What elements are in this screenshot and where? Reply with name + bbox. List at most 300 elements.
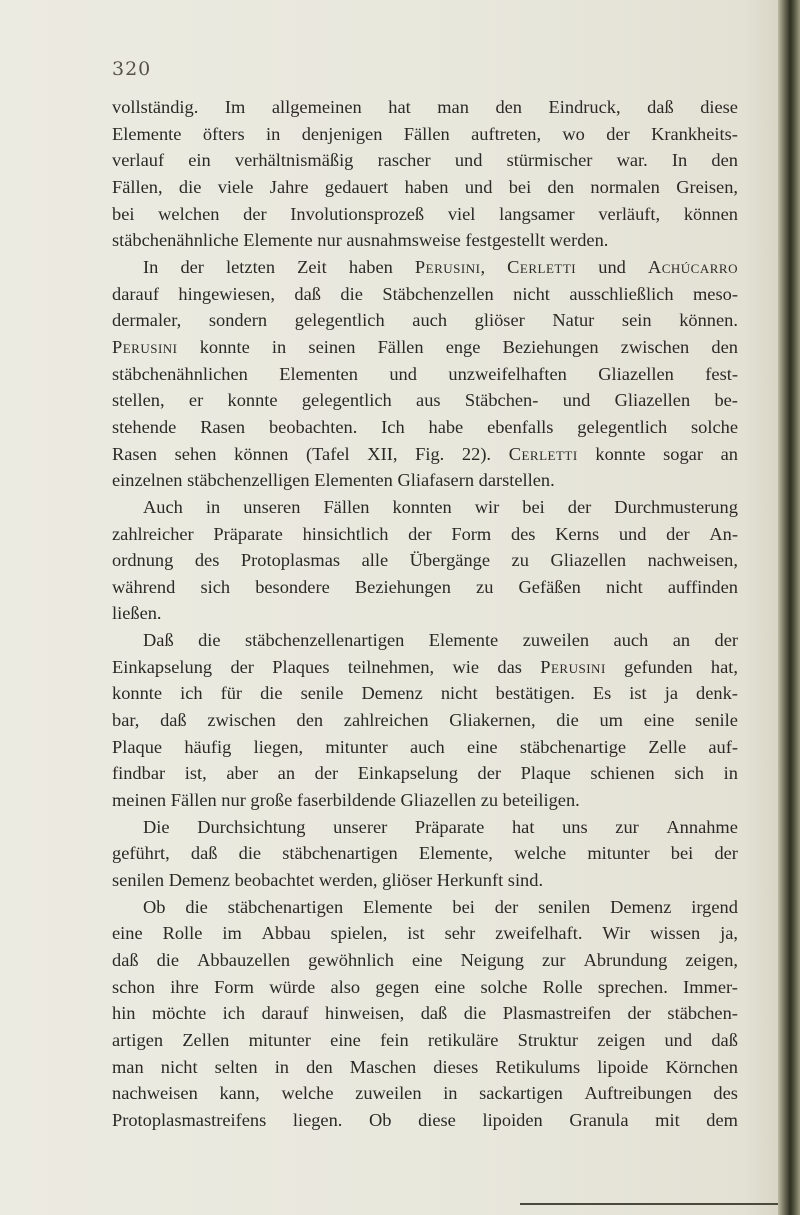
word: ausnahmsweise [346, 230, 461, 251]
word: sind. [507, 870, 544, 891]
word: eine [112, 923, 143, 944]
word: welche [281, 1083, 334, 1104]
word: hat, [710, 656, 738, 677]
word: nur [221, 790, 246, 811]
text-line [112, 680, 738, 707]
word: eine [411, 950, 443, 970]
word: nicht [513, 283, 550, 304]
word: Ob [143, 896, 166, 917]
word: eine [643, 710, 675, 731]
word: alle [361, 550, 389, 571]
word: uns [562, 816, 588, 837]
word: Es [592, 683, 612, 704]
word: daß [112, 950, 139, 970]
word: auch [409, 736, 445, 757]
word: konnte [227, 390, 278, 411]
word: gliöser [382, 870, 433, 891]
author-name: Achúcarro [647, 256, 738, 277]
word: und [389, 363, 417, 384]
word: wo [562, 123, 585, 144]
word: gelegentlich [294, 310, 385, 331]
word: der [314, 763, 339, 784]
word: Im [224, 97, 246, 117]
text-line [112, 121, 738, 148]
word: eine [330, 1029, 361, 1050]
word: spielen, [330, 923, 388, 944]
word: Granula [569, 1109, 629, 1130]
word: Gliazellen [550, 550, 627, 571]
word: in [274, 1056, 289, 1077]
word: ein [188, 150, 211, 171]
text-line [112, 281, 738, 308]
word: dermaler, [112, 310, 182, 331]
word: Stäbchen- [464, 390, 539, 411]
word: be- [714, 390, 738, 411]
word: einzelnen [112, 470, 183, 491]
word: können [683, 203, 738, 224]
word: Elemente, [418, 843, 493, 864]
word: Elementen [314, 470, 393, 491]
word: stäbchenzellenartigen [245, 630, 405, 651]
word: habe [428, 416, 464, 437]
text-line [112, 600, 738, 627]
word: gelegentlich [577, 416, 668, 437]
word: retikuläre [427, 1029, 499, 1050]
word: Fig. [415, 443, 445, 464]
word: werden, [318, 870, 378, 891]
word: selten [214, 1056, 258, 1077]
word: schienen [590, 763, 655, 784]
word: denjenigen [301, 123, 383, 144]
word: gedauert [324, 176, 389, 197]
text-line [112, 654, 738, 681]
word: Demenz [610, 896, 672, 917]
text-line [112, 867, 738, 894]
word: XII, [367, 443, 398, 464]
text-line [112, 707, 738, 734]
word: daß [647, 97, 674, 117]
word: in [271, 336, 287, 357]
word: Perusini, [414, 256, 486, 277]
word: besondere [255, 576, 330, 597]
author-name: Cerletti [508, 443, 578, 464]
word: zwischen [207, 710, 276, 731]
word: sondern [208, 310, 268, 331]
word: rascher [377, 150, 431, 171]
word: meinen [112, 790, 167, 811]
word: ihre [170, 976, 199, 997]
word [509, 441, 578, 468]
word: daß [294, 283, 321, 304]
word: der [606, 123, 630, 144]
word: die [260, 683, 283, 704]
word: die [156, 950, 180, 970]
word: Protoplasmastreifens [112, 1109, 267, 1130]
word: daß [160, 710, 187, 731]
word: ja [664, 683, 678, 704]
word: bestätigen. [495, 683, 575, 704]
text-line [112, 441, 738, 468]
word: auffinden [667, 576, 738, 597]
word: zwischen [620, 336, 690, 357]
word: und [664, 1029, 693, 1050]
word: hin [112, 1003, 136, 1024]
author-name: Cerletti [507, 256, 577, 277]
word: den [306, 1056, 333, 1077]
word: liegen, [253, 736, 304, 757]
word: meso- [693, 283, 738, 304]
word: er [188, 390, 204, 411]
word: die [238, 843, 262, 864]
word: nachweisen, [647, 550, 738, 571]
word [540, 654, 606, 681]
text-line [112, 147, 738, 174]
word: nicht [605, 576, 643, 597]
word: haben [404, 176, 449, 197]
word: nachweisen [112, 1083, 198, 1104]
word: Zeit [297, 256, 327, 277]
word: stäbchenähnliche [112, 230, 239, 251]
word: Fällen [323, 496, 370, 517]
word: hinweisen, [325, 1003, 405, 1024]
word: Fällen [403, 123, 450, 144]
word: Stäbchenzellen [382, 283, 494, 304]
text-line [112, 1080, 738, 1107]
author-name: Perusini [414, 256, 481, 277]
word: unserer [333, 816, 388, 837]
word: man [437, 97, 469, 117]
word: Auch [143, 496, 183, 517]
word: zu [476, 576, 494, 597]
word: dem [706, 1109, 738, 1130]
word: bei [112, 203, 135, 224]
word: ist [629, 683, 647, 704]
word: zur [542, 950, 566, 970]
text-line [112, 467, 738, 494]
word: die [185, 896, 208, 917]
word: sein [621, 310, 652, 331]
word: ließen. [112, 603, 162, 624]
word: diese [418, 1109, 456, 1130]
word: Wir [602, 923, 631, 944]
word: fest- [705, 363, 738, 384]
word: Form [451, 523, 492, 544]
word: senile [695, 710, 738, 731]
word: Krankheits- [651, 123, 738, 144]
word: sehr [444, 923, 476, 944]
word: Zelle [648, 736, 687, 757]
text-line [112, 94, 738, 121]
word: die [463, 1003, 487, 1024]
word: zahlreicher [112, 523, 194, 544]
text-line [112, 1107, 738, 1134]
word: öfters [202, 123, 245, 144]
word: stäbchenzelligen [187, 470, 310, 491]
word: darauf [261, 1003, 309, 1024]
word: Involutionsprozeß [290, 203, 425, 224]
word: häufig [184, 736, 232, 757]
word: Demenz [168, 870, 230, 891]
word: Immer- [683, 976, 738, 997]
word: wie [452, 656, 480, 677]
bottom-edge-rule [520, 1203, 778, 1205]
word: der [477, 763, 502, 784]
text-line [112, 361, 738, 388]
word: Gliazellen [614, 390, 691, 411]
word: welche [514, 843, 567, 864]
word: unzweifelhaften [448, 363, 567, 384]
word: können. [679, 310, 738, 331]
word: Fällen, [112, 176, 163, 197]
word: der [243, 203, 267, 224]
word: beobachtet [234, 870, 315, 891]
word: hat [511, 816, 535, 837]
word: kann, [219, 1083, 260, 1104]
word: langsamer [499, 203, 575, 224]
word: auch [613, 630, 649, 651]
word: an [672, 630, 691, 651]
word: fein [380, 1029, 409, 1050]
word: darstellen. [478, 470, 555, 491]
word: der [714, 843, 738, 864]
word: Durchsichtung [197, 816, 306, 837]
word: des [713, 1083, 738, 1104]
word: ja, [720, 923, 738, 944]
word: daß [190, 843, 218, 864]
word: lipoide [597, 1056, 649, 1077]
word: verlauf [112, 150, 165, 171]
word: Abbau [261, 923, 311, 944]
word: den [711, 150, 738, 171]
text-line [112, 414, 738, 441]
word: und [454, 150, 483, 171]
text-line [112, 574, 738, 601]
word: mitunter [248, 1029, 311, 1050]
word: stellen, [112, 390, 165, 411]
word: beteiligen. [502, 790, 580, 811]
word: die [178, 176, 202, 197]
word: dieses [433, 1056, 479, 1077]
word: findbar [112, 763, 166, 784]
word: eine [466, 736, 498, 757]
word: Daß [143, 630, 174, 651]
word: schon [112, 976, 155, 997]
word: den [711, 336, 738, 357]
word: daß [420, 1003, 448, 1024]
word: und [618, 523, 647, 544]
text-line [112, 387, 738, 414]
word: bei [452, 896, 475, 917]
word: liegen. [292, 1109, 343, 1130]
word: Präparate [213, 523, 283, 544]
word: stäbchen- [667, 1003, 738, 1024]
word: der [494, 896, 519, 917]
word: während [112, 576, 176, 597]
word: mitunter [325, 736, 388, 757]
word: werden. [549, 230, 609, 251]
word: Struktur [517, 1029, 578, 1050]
word: hingewiesen, [178, 283, 275, 304]
word: der [714, 630, 738, 651]
word: lipoiden [482, 1109, 543, 1130]
word: Körnchen [665, 1056, 738, 1077]
word: war. [616, 150, 648, 171]
word: Elemente [243, 230, 313, 251]
word: der [666, 523, 690, 544]
word: die [556, 710, 579, 731]
word: bei [508, 176, 532, 197]
word: um [599, 710, 623, 731]
word: senile [300, 683, 344, 704]
word: ordnung [112, 550, 174, 571]
word: der [567, 496, 592, 517]
word: den [495, 97, 523, 117]
word: senilen [112, 870, 165, 891]
word: ich [180, 683, 203, 704]
word: Auftreibungen [584, 1083, 692, 1104]
word: Neigung [460, 950, 524, 970]
word: wir [474, 496, 500, 517]
word: Elementen [279, 363, 358, 384]
word: zeigen [597, 1029, 646, 1050]
word: ausschließlich [569, 283, 674, 304]
word: Gefäßen [518, 576, 581, 597]
word: mit [655, 1109, 680, 1130]
word: denk- [696, 683, 738, 704]
word: letzten [226, 256, 276, 277]
word: An- [709, 523, 738, 544]
word: ist [407, 923, 425, 944]
word: festgestellt [465, 230, 546, 251]
word: gliöser [474, 310, 525, 331]
word: stäbchenartige [519, 736, 627, 757]
word: Plaque [520, 763, 571, 784]
word: enge [445, 336, 481, 357]
word: solche [480, 976, 528, 997]
word: Annahme [666, 816, 738, 837]
word [648, 254, 738, 281]
text-line [112, 894, 738, 921]
text-line [112, 840, 738, 867]
word: allgemeinen [271, 97, 362, 117]
word: zur [615, 816, 639, 837]
word: Gliazellen [400, 790, 477, 811]
word: artigen [112, 1029, 164, 1050]
text-line [112, 174, 738, 201]
author-name: Perusini [112, 336, 178, 357]
word: auch [412, 310, 448, 331]
word: in [205, 496, 221, 517]
word: auftreten, [471, 123, 542, 144]
word: Herkunft [436, 870, 504, 891]
word: der [230, 656, 254, 677]
word: teilnehmen, [347, 656, 435, 677]
word: welchen [158, 203, 220, 224]
word: konnten [392, 496, 452, 517]
word: nicht [440, 683, 478, 704]
text-line [112, 627, 738, 654]
word: des [194, 550, 220, 571]
word: haben [348, 256, 393, 277]
word: große [250, 790, 293, 811]
word: an [277, 763, 296, 784]
word: wissen [650, 923, 701, 944]
word: seinen [308, 336, 356, 357]
word: im [222, 923, 242, 944]
word: konnte [112, 683, 163, 704]
word: Eindruck, [548, 97, 621, 117]
word: aber [226, 763, 259, 784]
word: gefunden [624, 656, 693, 677]
word: den [547, 176, 575, 197]
word: Maschen [349, 1056, 417, 1077]
word: Elemente [363, 896, 433, 917]
word: solche [691, 416, 738, 437]
word: und [562, 390, 591, 411]
word: aus [416, 390, 441, 411]
word: möchte [152, 1003, 207, 1024]
word: Kerns [555, 523, 600, 544]
word: Ich [381, 416, 405, 437]
word: hat [388, 97, 411, 117]
word: ich [222, 1003, 246, 1024]
word: normalen [590, 176, 660, 197]
word: Zellen [182, 1029, 230, 1050]
word: sprechen. [597, 976, 668, 997]
word: Abbauzellen [197, 950, 291, 970]
word: geführt, [112, 843, 170, 864]
word: man [112, 1056, 144, 1077]
word: verhältnismäßig [234, 150, 354, 171]
word: Durchmusterung [614, 496, 738, 517]
word: die [340, 283, 363, 304]
word: und [598, 256, 626, 277]
word: Protoplasmas [240, 550, 341, 571]
word: ebenfalls [487, 416, 554, 437]
word: bar, [112, 710, 140, 731]
word: Ob [368, 1109, 392, 1130]
word: würde [269, 976, 316, 997]
text-line [112, 307, 738, 334]
word: 22). [461, 443, 492, 464]
word: verläuft, [598, 203, 661, 224]
word: Demenz [361, 683, 423, 704]
text-line [112, 787, 738, 814]
word: Elemente [428, 630, 499, 651]
word: in [266, 123, 281, 144]
word: Rolle [542, 976, 583, 997]
text-line [112, 1027, 738, 1054]
word: Natur [552, 310, 595, 331]
word: sehen [174, 443, 217, 464]
word: der [180, 256, 204, 277]
word: mitunter [587, 843, 650, 864]
word: des [510, 523, 536, 544]
word: stäbchenähnlichen [112, 363, 248, 384]
word: Übergänge [409, 550, 490, 571]
word: die [198, 630, 221, 651]
word: konnte [199, 336, 250, 357]
word [507, 254, 576, 281]
word: zweifelhaft. [495, 923, 583, 944]
word: können [234, 443, 289, 464]
word: hinsichtlich [302, 523, 389, 544]
word: in [723, 763, 738, 784]
word: eine [434, 976, 466, 997]
word: Einkapselung [357, 763, 458, 784]
word: der [627, 1003, 651, 1024]
text-line [112, 1054, 738, 1081]
